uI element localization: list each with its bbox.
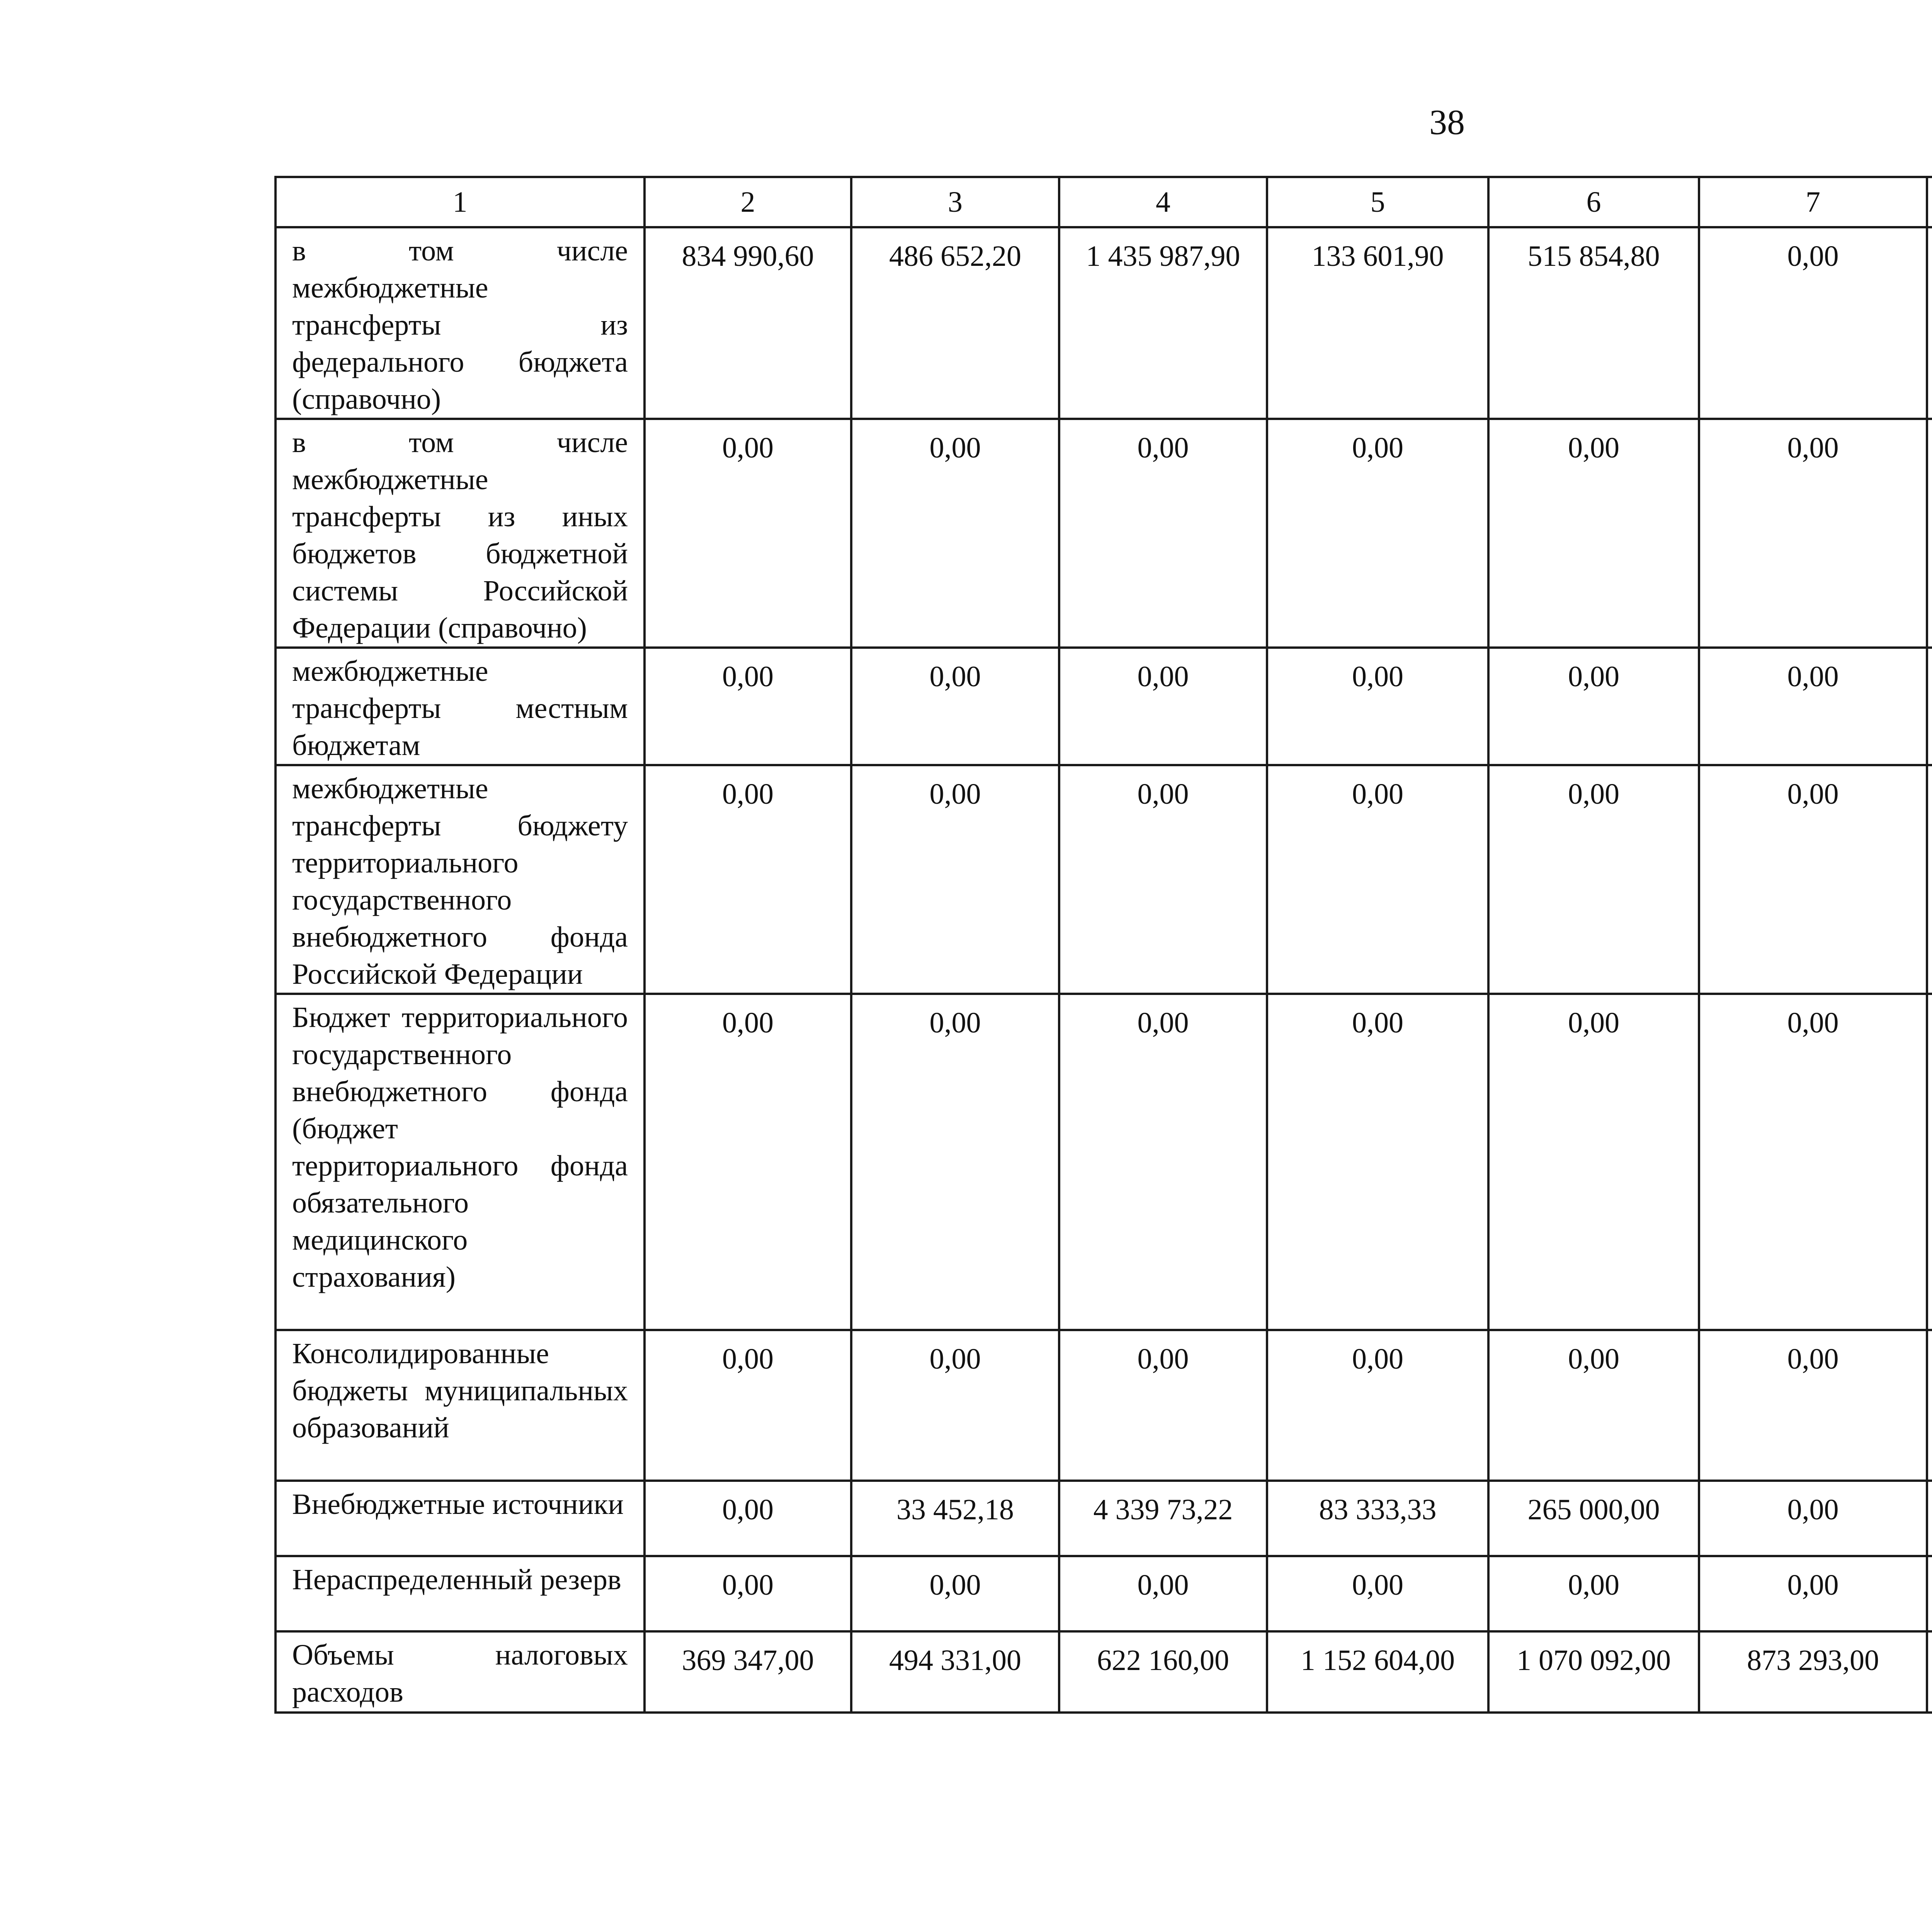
table-cell: 0,00	[1267, 419, 1488, 648]
table-cell: 0,00	[645, 1481, 851, 1556]
table-cell: 0,00	[645, 419, 851, 648]
table-cell: 4 339 73,22	[1059, 1481, 1267, 1556]
table-row	[276, 1481, 1932, 1556]
table-cell	[1927, 419, 1932, 648]
table-cell: 0,00	[1488, 994, 1699, 1330]
table-cell: 0,00	[1488, 648, 1699, 765]
table-cell: 0,00	[1699, 419, 1927, 648]
table-cell: 0,00	[1267, 1556, 1488, 1631]
table-cell: 0,00	[1059, 994, 1267, 1330]
table-cell: 0,00	[851, 419, 1059, 648]
table-cell	[1927, 765, 1932, 994]
row-label: межбюджетные трансферты местным бюджетам	[276, 648, 645, 765]
budget-table	[274, 176, 1932, 1714]
table-cell: 0,00	[851, 994, 1059, 1330]
table-cell	[1927, 1481, 1932, 1556]
table-row	[276, 1556, 1932, 1631]
table-cell: 0,00	[1059, 1330, 1267, 1481]
table-cell: 0,00	[1699, 994, 1927, 1330]
table-cell: 486 652,20	[851, 227, 1059, 419]
table-cell: 369 347,00	[645, 1631, 851, 1713]
row-label: Консолидированные бюджеты муниципальных образований	[276, 1330, 645, 1481]
table-cell: 0,00	[645, 994, 851, 1330]
table-cell: 0,00	[1488, 1556, 1699, 1631]
row-label: в том числе межбюджетные трансферты из федерального бюджета (справочно)	[276, 227, 645, 419]
table-cell: 515 854,80	[1488, 227, 1699, 419]
table-cell: 0,00	[1267, 994, 1488, 1330]
table-cell: 0,00	[1488, 419, 1699, 648]
table-cell: 622 160,00	[1059, 1631, 1267, 1713]
row-label: в том числе межбюджетные трансферты из иных бюджетов бюджетной системы Российской Федерации (справочно)	[276, 419, 645, 648]
table-cell: 0,00	[645, 1556, 851, 1631]
column-header: 3	[851, 177, 1059, 227]
table-cell: 265 000,00	[1488, 1481, 1699, 1556]
table-cell: 0,00	[645, 765, 851, 994]
table-cell: 0,00	[1059, 765, 1267, 994]
table-cell: 1 435 987,90	[1059, 227, 1267, 419]
table-row	[276, 419, 1932, 648]
table-cell: 0,00	[1699, 1556, 1927, 1631]
table-cell: 0,00	[1699, 765, 1927, 994]
table-cell	[1927, 227, 1932, 419]
column-header: 6	[1488, 177, 1699, 227]
table-cell	[1927, 1556, 1932, 1631]
table-cell: 83 333,33	[1267, 1481, 1488, 1556]
table-cell: 0,00	[1699, 648, 1927, 765]
table-cell: 0,00	[1699, 227, 1927, 419]
table-cell: 0,00	[1267, 648, 1488, 765]
row-label: межбюджетные трансферты бюджету территориального государственного внебюджетного фонда Российской Федерации	[276, 765, 645, 994]
table-cell: 0,00	[1699, 1481, 1927, 1556]
column-header: 2	[645, 177, 851, 227]
header-row	[276, 177, 1932, 227]
table-cell: 0,00	[1488, 765, 1699, 994]
table-cell	[1927, 1631, 1932, 1713]
page-number: 38	[1429, 102, 1465, 142]
table-cell: 1 152 604,00	[1267, 1631, 1488, 1713]
row-label: Объемы налоговых расходов	[276, 1631, 645, 1713]
table-cell: 33 452,18	[851, 1481, 1059, 1556]
table-cell: 1 070 092,00	[1488, 1631, 1699, 1713]
table-row	[276, 227, 1932, 419]
row-label: Внебюджетные источники	[276, 1481, 645, 1556]
table-cell: 873 293,00	[1699, 1631, 1927, 1713]
table-cell: 0,00	[645, 1330, 851, 1481]
table-cell: 0,00	[1059, 419, 1267, 648]
table-cell: 0,00	[1699, 1330, 1927, 1481]
column-header: 1	[276, 177, 645, 227]
table-row	[276, 994, 1932, 1330]
table-cell: 494 331,00	[851, 1631, 1059, 1713]
table-cell: 0,00	[1267, 765, 1488, 994]
column-header	[1927, 177, 1932, 227]
table-cell: 0,00	[1267, 1330, 1488, 1481]
table-cell: 0,00	[1059, 648, 1267, 765]
table-row	[276, 648, 1932, 765]
table-cell: 133 601,90	[1267, 227, 1488, 419]
table-cell: 0,00	[851, 765, 1059, 994]
column-header: 5	[1267, 177, 1488, 227]
table-row	[276, 1631, 1932, 1713]
table-cell	[1927, 994, 1932, 1330]
table-cell: 0,00	[851, 1330, 1059, 1481]
table-row	[276, 1330, 1932, 1481]
table-cell: 0,00	[851, 648, 1059, 765]
table-row	[276, 765, 1932, 994]
table-cell: 0,00	[645, 648, 851, 765]
column-header: 7	[1699, 177, 1927, 227]
table-cell: 834 990,60	[645, 227, 851, 419]
table-cell	[1927, 648, 1932, 765]
table-cell: 0,00	[851, 1556, 1059, 1631]
table-cell: 0,00	[1488, 1330, 1699, 1481]
row-label: Нераспределенный резерв	[276, 1556, 645, 1631]
table-cell: 0,00	[1059, 1556, 1267, 1631]
table-cell	[1927, 1330, 1932, 1481]
row-label: Бюджет территориального государственного внебюджетного фонда (бюджет территориального фонда обязательного медицинского страхования)	[276, 994, 645, 1330]
column-header: 4	[1059, 177, 1267, 227]
